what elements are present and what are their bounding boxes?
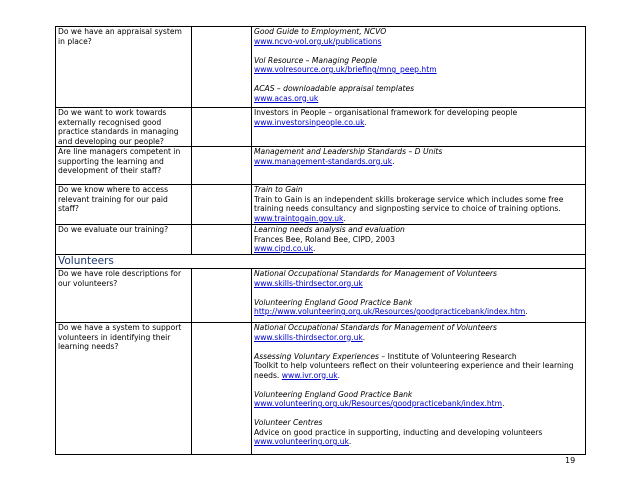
resource-text: Advice on good practice in supporting, inducting and developing volunteers <box>254 427 543 437</box>
resource-title: Learning needs analysis and evaluation <box>254 225 405 234</box>
resource-link[interactable]: www.traintogain.gov.uk <box>254 213 344 223</box>
empty-cell <box>192 185 252 225</box>
resource-text: Investors in People – organisational framework for developing people <box>254 108 518 117</box>
resource-link[interactable]: www.skills-thirdsector.org.uk <box>254 278 363 288</box>
resource-link[interactable]: www.acas.org.uk <box>254 93 319 103</box>
resource-link[interactable]: www.volunteering.org.uk <box>254 437 349 446</box>
question-cell: Do we know where to access relevant training for our paid staff? <box>56 185 192 225</box>
resource-link[interactable]: www.cipd.co.uk <box>254 244 313 253</box>
resource-link[interactable]: www.ncvo-vol.org.uk/publications <box>254 36 382 46</box>
question-cell: Do we have a system to support volunteers in identifying their learning needs? <box>56 323 192 455</box>
resource-title: National Occupational Standards for Management of Volunteers <box>254 269 497 278</box>
table-row <box>56 108 586 147</box>
table-row <box>56 27 586 108</box>
resource-link[interactable]: www.investorsinpeople.co.uk <box>254 117 365 127</box>
resource-link[interactable]: www.volresource.org.uk/briefing/mng_peep.htm <box>254 65 437 74</box>
resource-title: Vol Resource – Managing People <box>254 55 378 65</box>
resource-link[interactable]: www.volunteering.org.uk/Resources/goodpracticebank/index.htm <box>254 399 503 408</box>
resource-cell: Investors in People – organisational framework for developing people www.investorsinpeople.co.uk. <box>252 108 586 147</box>
empty-cell <box>192 323 252 455</box>
resource-title: Assessing Voluntary Experiences <box>254 351 379 361</box>
resource-cell: Management and Leadership Standards – D Units www.management-standards.org.uk. <box>252 147 586 185</box>
resource-link[interactable]: www.skills-thirdsector.org.uk <box>254 332 363 342</box>
section-row <box>56 255 586 269</box>
resource-link[interactable]: www.ivr.org.uk <box>281 370 338 380</box>
resource-text: Toolkit to help volunteers reflect on their volunteering experience and their learning needs. <box>254 361 574 380</box>
empty-cell <box>192 269 252 323</box>
resource-title: Train to Gain <box>254 185 303 194</box>
table-row <box>56 185 586 225</box>
empty-cell <box>192 147 252 185</box>
empty-cell <box>192 108 252 147</box>
resource-text: Frances Bee, Roland Bee, CIPD, 2003 <box>254 234 395 244</box>
question-cell: Do we have an appraisal system in place? <box>56 27 192 108</box>
resource-title: ACAS – downloadable appraisal templates <box>254 84 415 93</box>
empty-cell <box>192 27 252 108</box>
resource-cell: Learning needs analysis and evaluation Frances Bee, Roland Bee, CIPD, 2003 www.cipd.co.uk. <box>252 225 586 255</box>
table-row <box>56 323 586 455</box>
question-cell: Do we have role descriptions for our volunteers? <box>56 269 192 323</box>
resource-title: Good Guide to Employment, NCVO <box>254 27 387 36</box>
question-cell: Do we want to work towards externally recognised good practice standards in managing and developing our people? <box>56 108 192 147</box>
resources-table <box>55 26 586 455</box>
table-row <box>56 269 586 323</box>
section-heading: Volunteers <box>56 255 586 269</box>
resource-cell <box>252 27 586 108</box>
page-number: 19 <box>565 456 576 465</box>
resource-title: Volunteer Centres <box>254 418 323 427</box>
question-cell: Do we evaluate our training? <box>56 225 192 255</box>
resource-link[interactable]: http://www.volunteering.org.uk/Resources/goodpracticebank/index.htm <box>254 307 526 316</box>
empty-cell <box>192 225 252 255</box>
table-row <box>56 225 586 255</box>
resource-cell: National Occupational Standards for Management of Volunteers www.skills-thirdsector.org.uk. Assessing Voluntary Experiences – Institute of Volunteering Research Toolkit to help volunteers reflect on their volunteering experience and their learning needs. www.ivr.org.uk. Volunteering England Good Practice Bank www.volunteering.org.uk/Resources/goodpracticebank/index.htm. Volunteer Centres Advice on good practice in supporting, inducting and developing volunteers www.volunteering.org.uk. <box>252 323 586 455</box>
resource-org: Institute of Volunteering Research <box>387 351 517 361</box>
question-cell: Are line managers competent in supporting the learning and development of their staff? <box>56 147 192 185</box>
resource-title: Volunteering England Good Practice Bank <box>254 389 413 399</box>
resource-title: National Occupational Standards for Management of Volunteers <box>254 323 497 332</box>
resource-title: Volunteering England Good Practice Bank <box>254 297 413 307</box>
resource-cell: National Occupational Standards for Management of Volunteers www.skills-thirdsector.org.uk Volunteering England Good Practice Bank http://www.volunteering.org.uk/Resources/goodpracticebank/index.htm. <box>252 269 586 323</box>
resource-text: Train to Gain is an independent skills brokerage service which includes some free training needs consultancy and signposting service to choice of training options. <box>254 194 564 213</box>
resource-cell: Train to Gain Train to Gain is an independent skills brokerage service which includes some free training needs consultancy and signposting service to choice of training options. www.traintogain.gov.uk. <box>252 185 586 225</box>
resource-link[interactable]: www.management-standards.org.uk <box>254 156 393 166</box>
resource-title: Management and Leadership Standards – D Units <box>254 147 443 156</box>
table-row <box>56 147 586 185</box>
